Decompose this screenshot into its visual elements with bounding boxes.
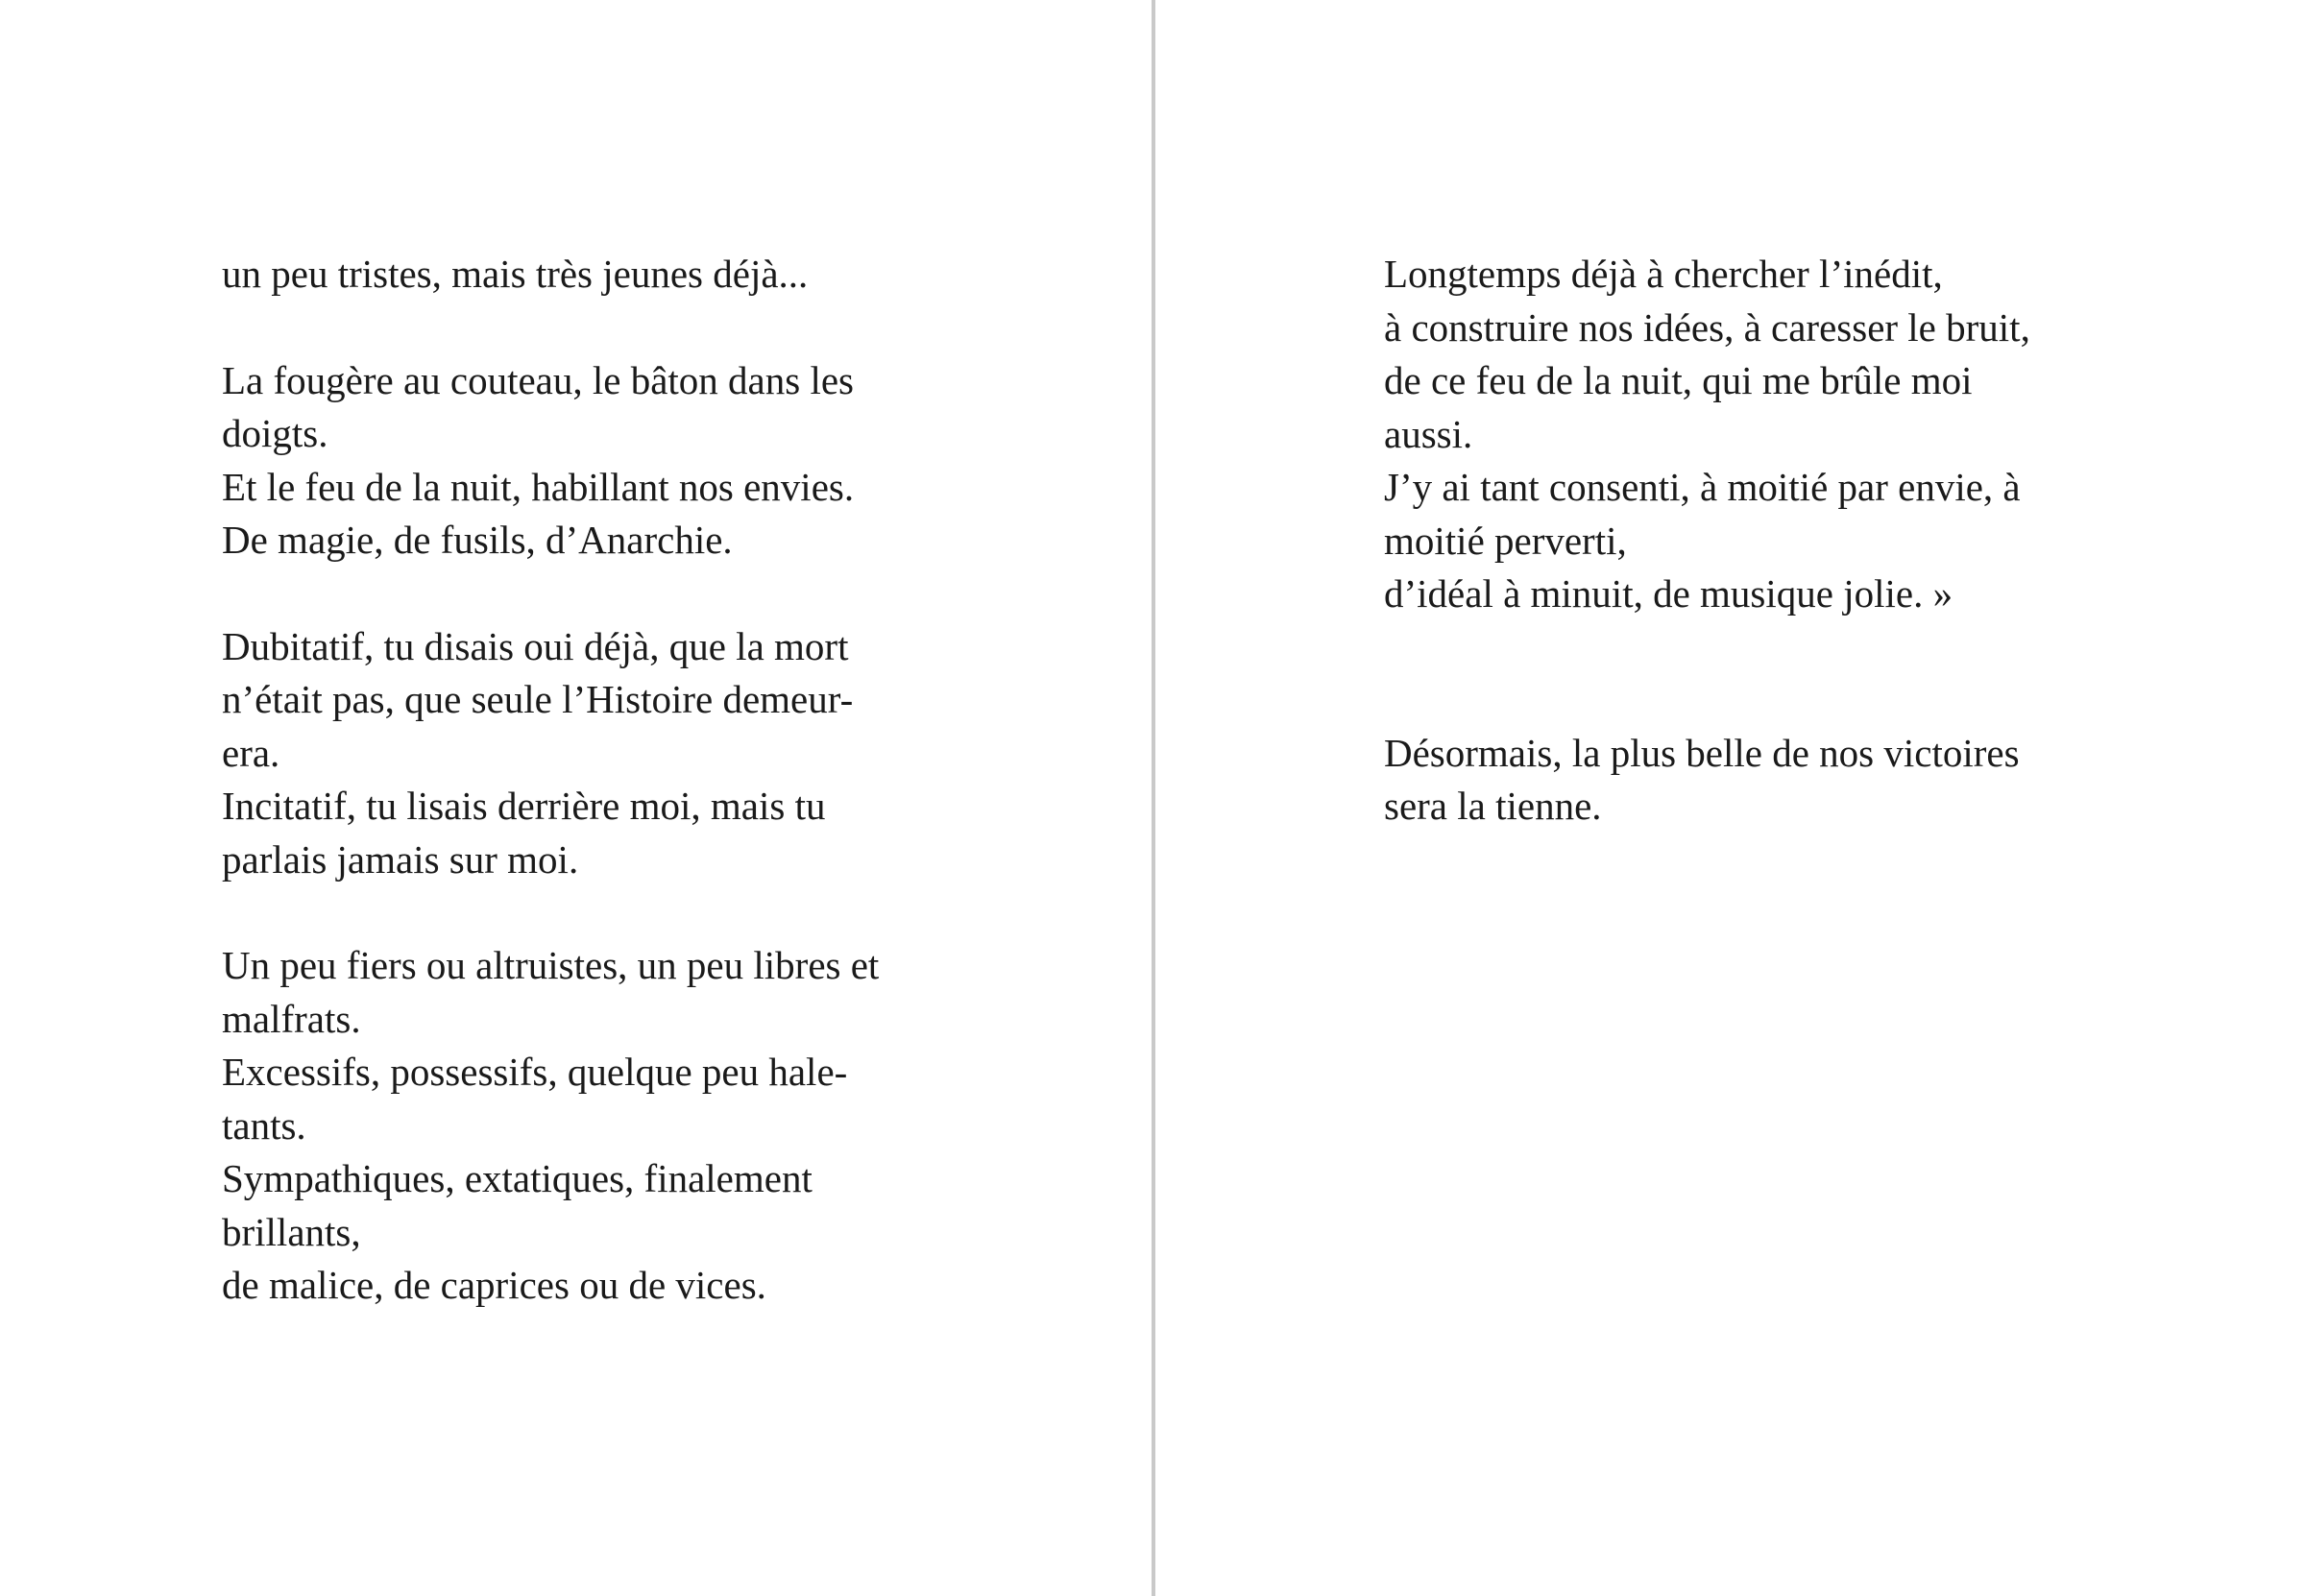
verse-line: brillants, [222, 1209, 361, 1254]
verse-line: moitié perverti, [1384, 518, 1627, 563]
right-page-text [1384, 248, 2114, 886]
right-page [1160, 0, 2305, 1596]
verse-line: de ce feu de la nuit, qui me brûle moi [1384, 358, 1973, 402]
stanza [222, 248, 952, 302]
stanza [222, 939, 952, 1313]
verse-line: de malice, de caprices ou de vices. [222, 1263, 766, 1307]
verse-line: J’y ai tant consenti, à moitié par envie, à [1384, 465, 2021, 509]
verse-line: Excessifs, possessifs, quelque peu hale- [222, 1050, 848, 1094]
stanza [1384, 248, 2114, 621]
verse-line: un peu tristes, mais très jeunes déjà... [222, 252, 809, 296]
stanza [222, 354, 952, 568]
verse-line: parlais jamais sur moi. [222, 836, 579, 882]
verse-line: Sympathiques, extatiques, finalement [222, 1156, 813, 1200]
verse-line: tants. [222, 1102, 306, 1148]
verse-line: Un peu fiers ou altruistes, un peu libres et [222, 943, 880, 987]
verse-line: Et le feu de la nuit, habillant nos envies. [222, 464, 855, 509]
left-page [0, 0, 1152, 1596]
verse-line: Longtemps déjà à chercher l’inédit, [1384, 252, 1943, 296]
verse-line: La fougère au couteau, le bâton dans les [222, 357, 855, 402]
verse-line: malfrats. [222, 996, 361, 1041]
verse-line: n’était pas, que seule l’Histoire demeur- [222, 677, 854, 721]
stanza [1384, 727, 2114, 834]
left-page-text [222, 248, 952, 1366]
verse-line: Dubitatif, tu disais oui déjà, que la mort [222, 623, 849, 668]
verse-line: à construire nos idées, à caresser le bruit, [1384, 304, 2030, 350]
page-gutter-divider [1152, 0, 1155, 1596]
verse-line: Désormais, la plus belle de nos victoires [1384, 730, 2020, 775]
verse-line: doigts. [222, 411, 328, 455]
verse-line: sera la tienne. [1384, 784, 1602, 828]
verse-line: Incitatif, tu lisais derrière moi, mais tu [222, 784, 826, 828]
verse-line: De magie, de fusils, d’Anarchie. [222, 518, 733, 562]
verse-line: d’idéal à minuit, de musique jolie. » [1384, 571, 1953, 616]
verse-line: aussi. [1384, 411, 1473, 456]
stanza [222, 620, 952, 887]
verse-line: era. [222, 730, 280, 775]
